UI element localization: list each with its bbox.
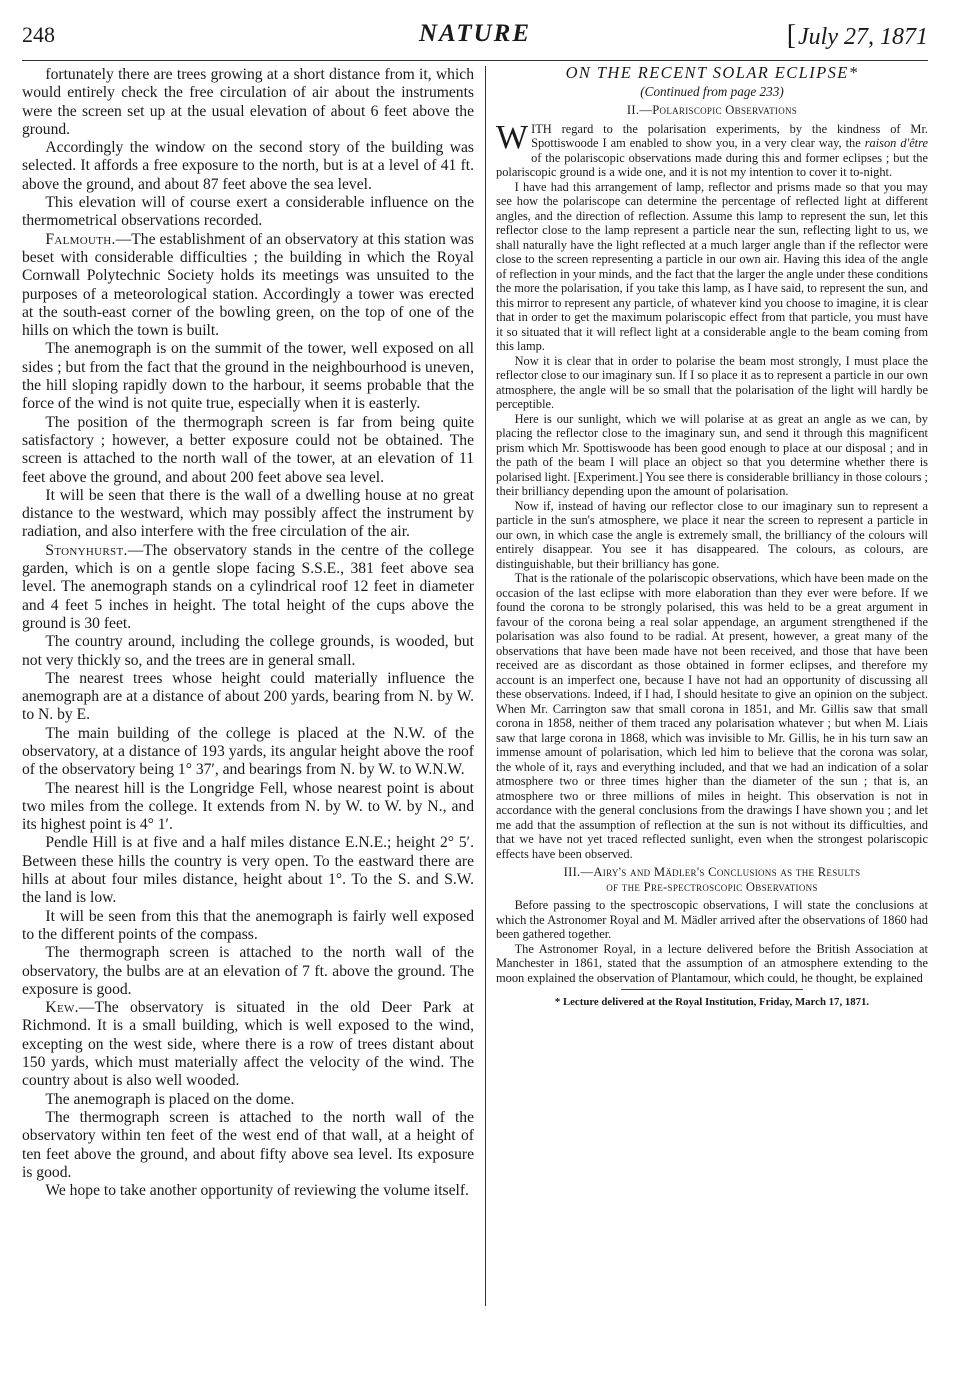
paragraph-text: This elevation will of course exert a considerable influence on the thermometrical observations recorded. (22, 194, 474, 230)
paragraph-text: —The observatory stands in the centre of the college garden, which is on a gentle slope facing S.S.E., 381 feet above sea level. The anemograph stands on a cylindrical roof 12 feet in diameter and 4 feet 5 inches in height. The total height of the cups above the ground is 30 feet. (22, 541, 474, 632)
station-name: Falmouth. (45, 230, 116, 248)
issue-date-text: July 27, 1871 (798, 24, 928, 50)
paragraph-text: The main building of the college is placed at the N.W. of the observatory, at a distance of 193 yards, its angular height above the roof of the observatory being 1° 37′, and bearings from N. by W. to W.N.W. (22, 724, 474, 779)
left-paragraph (22, 194, 474, 231)
right-paragraph: The Astronomer Royal, in a lecture delivered before the British Association at Manchester in 1861, stated that the assumption of an atmosphere extending to the moon explained the observation of Plantamour, which could, he thought, be explained (496, 941, 928, 985)
footnote: * Lecture delivered at the Royal Institution, Friday, March 17, 1871. (554, 996, 870, 1008)
first-paragraph-before: ITH regard to the polarisation experiments, by the kindness of Mr. Spottiswoode I am enabled to show you, in a very clear way, the (531, 121, 928, 150)
first-paragraph-after: of the polariscopic observations made during this and former eclipses ; but the polariscopic ground is a wide one, and it is not my intention to cover it to-night. (496, 150, 928, 179)
left-paragraph (22, 1182, 474, 1200)
journal-title: NATURE (418, 20, 532, 47)
left-paragraph (22, 1091, 474, 1109)
paragraph-text: fortunately there are trees growing at a short distance from it, which would entirely check the free circulation of air about the instruments were the screen set up at the usual elevation of about 6 feet above the ground. (22, 66, 474, 138)
paragraph-text: The nearest hill is the Longridge Fell, whose nearest point is about two miles from the college. It extends from N. by W. to W. by N., and its highest point is 4° 1′. (22, 779, 474, 834)
section-heading-ii: II.—Polariscopic Observations (626, 103, 798, 117)
station-name: Stonyhurst. (45, 541, 128, 559)
first-paragraph-italic: raison d'être (864, 136, 928, 150)
left-paragraph (22, 780, 474, 835)
date-bracket: [ (786, 20, 797, 51)
header-rule (22, 60, 928, 61)
right-paragraph: That is the rationale of the polariscopic observations, which have been made on the occasion of the last eclipse with more elaboration than they ever were before. If we found the corona to be strongly polarised, this was held to be a great argument in favour of the corona being a real solar appendage, an argument strengthened if the polarisation was also found to be radial. At present, however, a great many of the observations that have been made have not been received, and those that have been received are as discordant as those obtained in former eclipses, and therefore my account is an imperfect one, because I have not had an opportunity of discussing all these observations. Indeed, if I had, I should hesitate to give an opinion on the subject. When Mr. Carrington saw that small corona in 1851, and Mr. Gillis saw that small corona in 1858, neither of them traced any polarisation whatever ; but when M. Liais saw that large corona in 1868, which was invisible to Mr. Gillis, he in his turn saw an immense amount of polarisation, which led him to believe that the corona was solar, the whole of it, rays and everything included, and that we had an indication of a solar atmosphere two or three times higher than the diameter of the sun ; that is, an atmosphere two or three millions of miles in height. This observation is not in accordance with the general conclusions from the drawings I have shown you ; and let me add that the assumption of reflection at the sun is not without its difficulties, and that we have not yet traced reflected sunlight, even when the strongest polariscopic effects have been observed. (496, 571, 928, 861)
paragraph-text: —The observatory is situated in the old Deer Park at Richmond. It is a small building, which is well exposed to the wind, excepting on the west side, where there is a row of trees distant about 150 yards, which must materially affect the velocity of the wind. The country about is also well wooded. (22, 999, 474, 1090)
left-paragraph (22, 908, 474, 945)
left-paragraph (22, 725, 474, 780)
paragraph-text: Pendle Hill is at five and a half miles distance E.N.E.; height 2° 5′. Between these hills the country is very open. To the eastward there are hills at about four miles distance, height about 1°. To the S. and S.W. the land is low. (22, 834, 474, 907)
right-paragraph: Now it is clear that in order to polarise the beam most strongly, I must place the reflector close to our imaginary sun. If I so place it as to represent a particle in our own atmosphere, the angle will be so small that the polarisation of the light will hardly be perceptible. (496, 353, 928, 411)
paragraph-text: The anemograph is on the summit of the tower, well exposed on all sides ; but from the fact that the ground in the neighbourhood is uneven, the hill sloping rapidly down to the harbour, it seems probable that the force of the wind is not quite true, especially when it is easterly. (22, 340, 474, 413)
paragraph-text: We hope to take another opportunity of reviewing the volume itself. (45, 1182, 469, 1200)
right-paragraph: Here is our sunlight, which we will polarise at as great an angle as we can, by placing the reflector close to the imaginary sun, and send it through this magnificent prism which Mr. Spottiswoode has been good enough to place at our disposal ; and in the path of the beam I will place an object so that you determine whether there is polarised light. [Experiment.] You see there is considerable brilliancy in those colours ; their brilliancy depending upon the amount of polarisation. (496, 411, 928, 498)
left-paragraph (22, 66, 474, 139)
left-paragraph (22, 414, 474, 487)
left-column (22, 66, 474, 1200)
right-paragraphs-b (496, 898, 928, 985)
right-column (496, 63, 928, 1010)
left-paragraph (22, 139, 474, 194)
left-paragraph (22, 834, 474, 907)
article-subtitle: (Continued from page 233) (640, 83, 784, 99)
page-number: 248 (22, 22, 55, 47)
paragraph-text: The nearest trees whose height could materially influence the anemograph are at a distance of about 200 yards, bearing from N. by W. to N. by E. (22, 669, 474, 724)
paragraph-text: The country around, including the college grounds, is wooded, but not very thickly so, and the trees are in general small. (22, 633, 474, 669)
section-heading-iii-line1: III.—Airy's and Mädler's Conclusions as the Results (563, 865, 861, 879)
left-paragraph (22, 670, 474, 725)
left-paragraph (22, 633, 474, 670)
paragraph-text: Accordingly the window on the second story of the building was selected. It affords a free exposure to the north, but is at a level of 41 ft. above the ground, and about 87 feet above the sea level. (22, 139, 474, 193)
station-name: Kew. (45, 999, 79, 1017)
article-title: ON THE RECENT SOLAR ECLIPSE* (565, 63, 859, 82)
left-paragraph (22, 487, 474, 542)
paragraph-text: The position of the thermograph screen is far from being quite satisfactory ; however, a better exposure could not be obtained. The screen is attached to the north wall of the tower, at an elevation of 11 feet above the ground, and about 200 feet above sea level. (22, 413, 474, 486)
first-paragraph (496, 118, 928, 180)
left-paragraph (22, 999, 474, 1090)
issue-date (787, 20, 928, 52)
left-paragraph (22, 231, 474, 341)
paragraph-text: The thermograph screen is attached to the north wall of the observatory, the bulbs are at an elevation of 7 ft. above the ground. The exposure is good. (22, 944, 474, 998)
left-paragraph (22, 944, 474, 999)
section-heading-iii-line2: of the Pre-spectroscopic Observations (606, 879, 818, 894)
paragraph-text: The anemograph is placed on the dome. (45, 1090, 295, 1108)
drop-cap: W (496, 118, 529, 156)
left-paragraph (22, 340, 474, 413)
right-paragraph: Now if, instead of having our reflector close to our imaginary sun to represent a particle in the sun's atmosphere, we place it near the screen to represent a particle in our own, in which case the angle is extremely small, the brilliancy of the colours will entirely disappear. You see it has disappeared. The colours, as colours, are distinguishable, but their brilliancy has gone. (496, 498, 928, 571)
paragraph-text: It will be seen that there is the wall of a dwelling house at no great distance to the westward, which may possibly affect the instrument by radiation, and also interfere with the free circulation of the air. (22, 486, 474, 541)
footnote-rule (621, 989, 802, 990)
left-paragraph (22, 1109, 474, 1182)
left-paragraph (22, 542, 474, 633)
page-header (22, 18, 928, 58)
column-divider (485, 66, 486, 1306)
right-paragraph: I have had this arrangement of lamp, reflector and prisms made so that you may see how the polariscope can determine the percentage of reflected light at different angles, and the direction of reflection. Assume this lamp to represent the sun, let this reflector close to the lamp represent a particle near the sun, reflecting light to us, we shall naturally have the light reflected at a much larger angle than if the reflector were close to the screen representing a particle in our own air. Having this idea of the angle of reflection in your minds, and the fact that the larger the angle under these conditions the more the polarisation, if you take this lamp, as I have said, to represent the sun, and this mirror to represent any particle, of whatever kind you choose to imagine, it is clear that in order to get the maximum polariscopic effect from that particle, you must have it so situated that it will reflect light at a considerable angle to the beam coming from this lamp. (496, 179, 928, 353)
right-paragraphs-a (496, 180, 928, 862)
paragraph-text: The thermograph screen is attached to the north wall of the observatory within ten feet of the west end of that wall, at a height of ten feet above the ground, and about fifty above sea level. Its exposure is good. (22, 1108, 474, 1181)
paragraph-text: —The establishment of an observatory at this station was beset with considerable difficulties ; the building in which the Royal Cornwall Polytechnic Society holds its meetings was unsuited to the purposes of a meteorological station. Accordingly a tower was erected at the south-east corner of the bowling green, on the top of one of the hills on which the town is built. (22, 230, 474, 340)
right-paragraph: Before passing to the spectroscopic observations, I will state the conclusions at which the Astronomer Royal and M. Mädler arrived after the observations of 1860 had been gathered together. (496, 898, 928, 941)
paragraph-text: It will be seen from this that the anemograph is fairly well exposed to the different points of the compass. (22, 907, 474, 943)
section-heading-iii (496, 865, 928, 894)
